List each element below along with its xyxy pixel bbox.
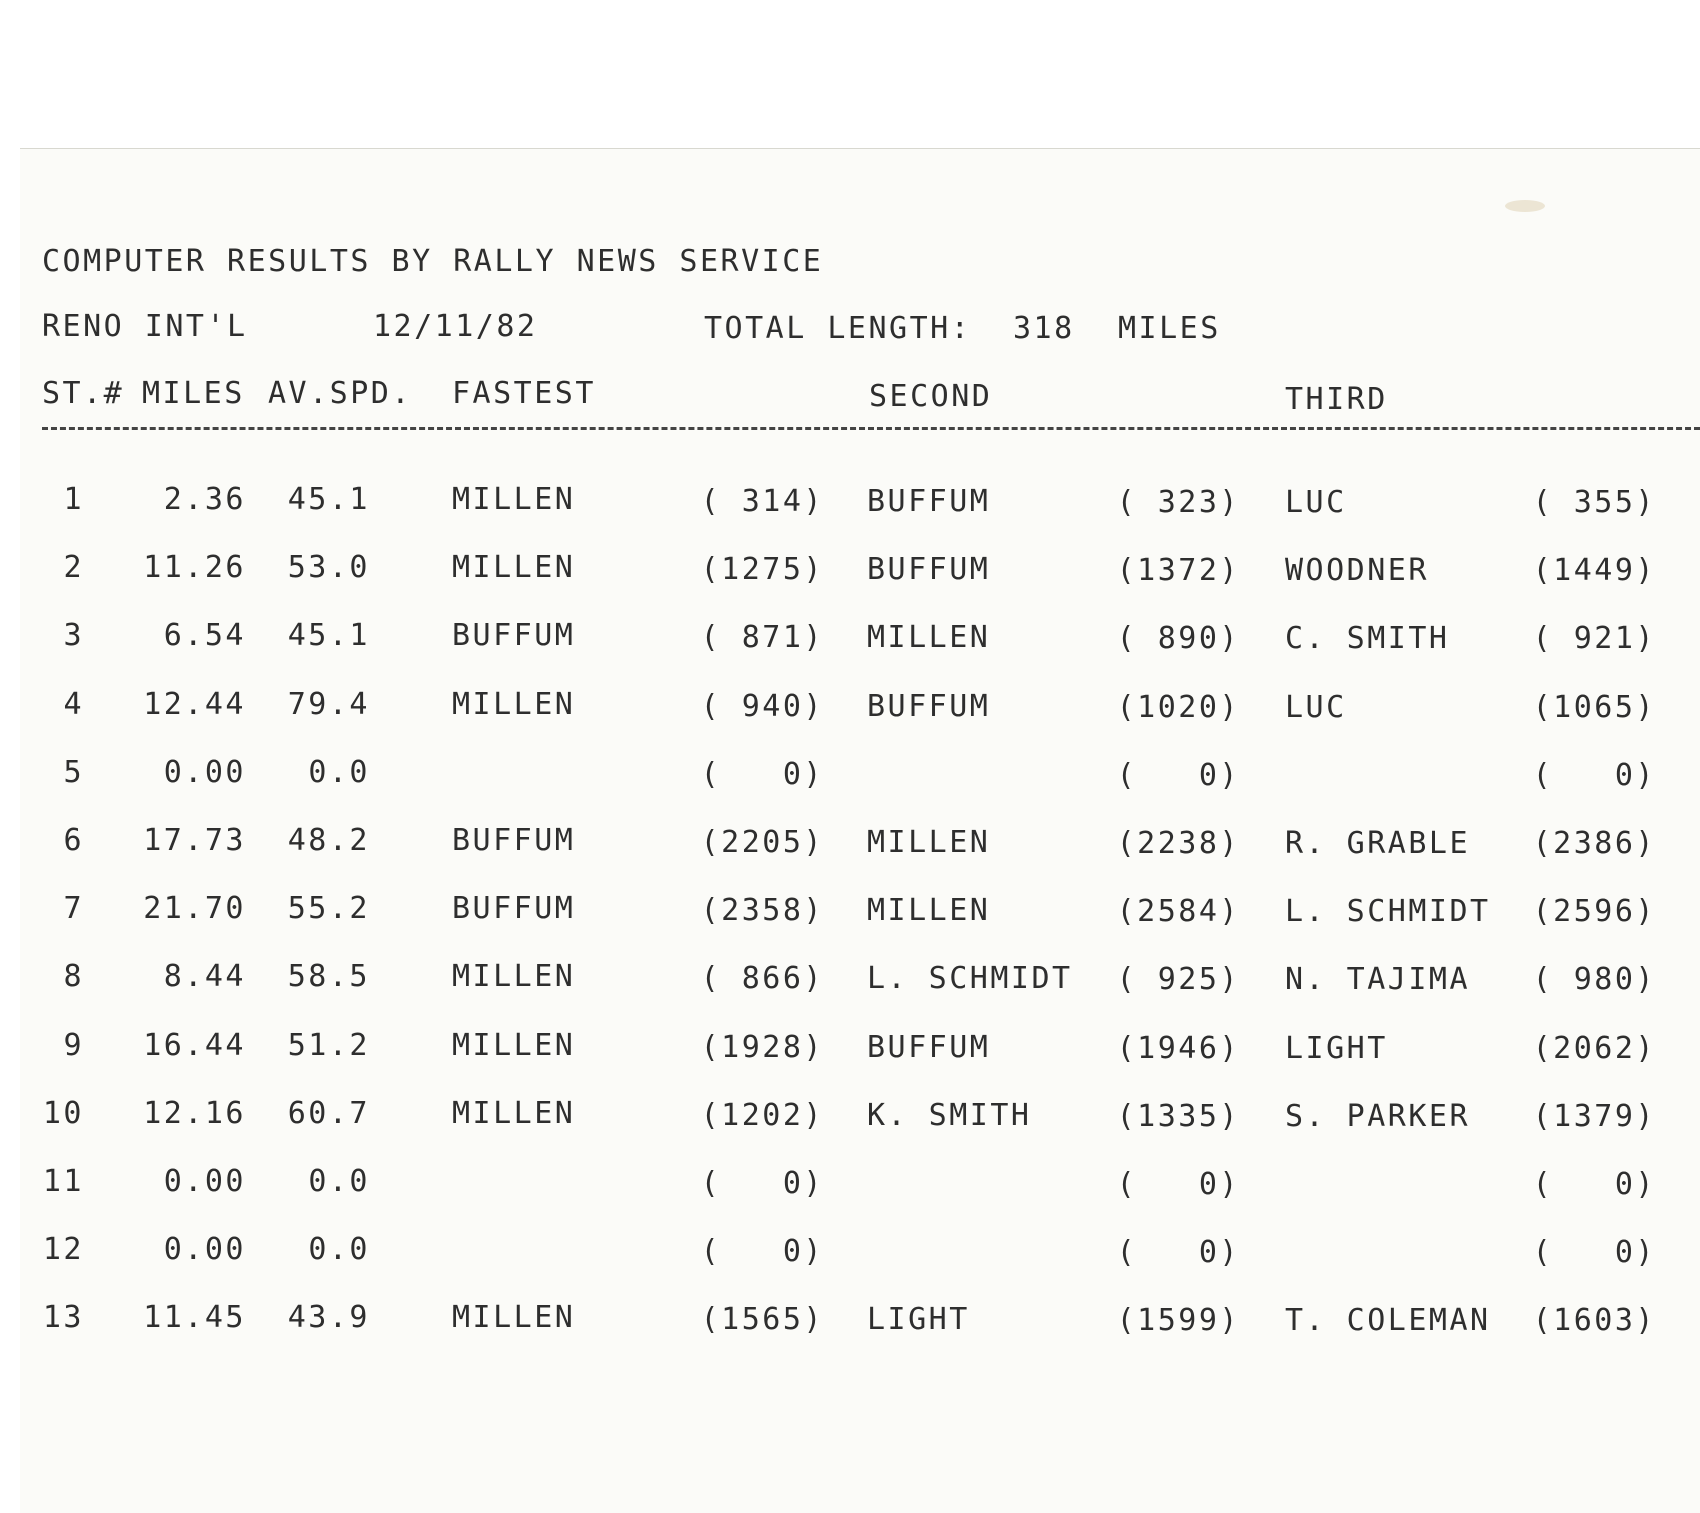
second-name: MILLEN xyxy=(867,825,991,860)
average-speed: 79.4 xyxy=(287,686,370,722)
stage-number: 13 xyxy=(42,1300,84,1336)
stage-miles: 6.54 xyxy=(163,618,246,654)
col-header-avg-speed: AV.SPD. xyxy=(268,376,412,411)
third-time: (1065) xyxy=(1532,689,1656,725)
third-time: ( 0) xyxy=(1532,1235,1656,1271)
stage-miles: 12.16 xyxy=(143,1095,246,1131)
second-time: (1020) xyxy=(1116,689,1240,725)
average-speed: 43.9 xyxy=(287,1300,370,1336)
event-date: 12/11/82 xyxy=(373,309,538,344)
stage-number: 3 xyxy=(63,618,84,654)
fastest-name: MILLEN xyxy=(452,482,576,517)
stage-number: 7 xyxy=(63,891,84,927)
average-speed: 48.2 xyxy=(287,823,370,858)
average-speed: 0.0 xyxy=(308,1164,370,1199)
fastest-name: MILLEN xyxy=(452,1300,576,1336)
fastest-name: MILLEN xyxy=(452,959,576,995)
second-name: L. SCHMIDT xyxy=(867,961,1073,997)
second-name: LIGHT xyxy=(867,1302,970,1338)
second-name: BUFFUM xyxy=(867,484,991,519)
fastest-time: (2358) xyxy=(700,893,824,929)
third-name: L. SCHMIDT xyxy=(1285,894,1491,930)
stage-number: 5 xyxy=(63,754,84,790)
col-header-third: THIRD xyxy=(1285,382,1388,417)
col-header-stage: ST.# xyxy=(42,376,125,411)
col-header-second: SECOND xyxy=(869,379,993,414)
second-time: ( 0) xyxy=(1116,1235,1240,1271)
average-speed: 55.2 xyxy=(287,891,370,927)
second-time: (2238) xyxy=(1116,826,1240,861)
average-speed: 0.0 xyxy=(308,754,370,790)
third-time: ( 0) xyxy=(1532,757,1656,793)
third-name: R. GRABLE xyxy=(1285,826,1471,861)
average-speed: 51.2 xyxy=(287,1027,370,1063)
stage-miles: 8.44 xyxy=(163,959,246,995)
third-name: LUC xyxy=(1285,485,1347,520)
third-name: LUC xyxy=(1285,689,1347,725)
stage-miles: 12.44 xyxy=(143,686,246,722)
fastest-time: ( 0) xyxy=(700,1234,824,1270)
third-time: (2386) xyxy=(1532,826,1656,861)
total-length-label: TOTAL LENGTH: xyxy=(704,311,972,346)
average-speed: 45.1 xyxy=(287,482,370,517)
fastest-time: (2205) xyxy=(700,825,824,860)
stage-number: 11 xyxy=(42,1164,84,1199)
stage-number: 12 xyxy=(42,1232,84,1268)
total-length-value: 318 xyxy=(1013,311,1075,346)
fastest-time: ( 314) xyxy=(700,484,824,519)
fastest-time: ( 871) xyxy=(700,620,824,656)
fastest-time: (1275) xyxy=(700,552,824,588)
stage-miles: 16.44 xyxy=(143,1027,246,1063)
third-time: (1449) xyxy=(1532,553,1656,589)
fastest-name: BUFFUM xyxy=(452,618,576,654)
second-time: (1599) xyxy=(1116,1303,1240,1339)
stage-miles: 11.45 xyxy=(143,1300,246,1336)
third-time: (2062) xyxy=(1532,1030,1656,1066)
second-time: ( 0) xyxy=(1116,1167,1240,1202)
fastest-name: MILLEN xyxy=(452,1095,576,1131)
paper-stain xyxy=(1505,200,1545,212)
stage-number: 2 xyxy=(63,550,84,586)
stage-miles: 17.73 xyxy=(143,823,246,858)
fastest-time: ( 866) xyxy=(700,961,824,997)
stage-miles: 0.00 xyxy=(163,1164,246,1199)
third-name: T. COLEMAN xyxy=(1285,1303,1491,1339)
third-name: C. SMITH xyxy=(1285,621,1450,657)
second-name: BUFFUM xyxy=(867,688,991,724)
second-name: MILLEN xyxy=(867,620,991,656)
fastest-name: MILLEN xyxy=(452,550,576,586)
second-time: ( 890) xyxy=(1116,621,1240,657)
report-title: COMPUTER RESULTS BY RALLY NEWS SERVICE xyxy=(42,244,824,279)
fastest-time: (1202) xyxy=(700,1097,824,1133)
second-time: ( 0) xyxy=(1116,757,1240,793)
fastest-name: MILLEN xyxy=(452,686,576,722)
fastest-name: BUFFUM xyxy=(452,823,576,858)
second-name: MILLEN xyxy=(867,893,991,929)
stage-number: 9 xyxy=(63,1027,84,1063)
fastest-name: MILLEN xyxy=(452,1027,576,1063)
third-name: N. TAJIMA xyxy=(1285,962,1471,998)
second-name: BUFFUM xyxy=(867,552,991,588)
average-speed: 45.1 xyxy=(287,618,370,654)
stage-number: 1 xyxy=(63,482,84,517)
second-time: (1335) xyxy=(1116,1098,1240,1134)
average-speed: 60.7 xyxy=(287,1095,370,1131)
stage-miles: 11.26 xyxy=(143,550,246,586)
second-name: BUFFUM xyxy=(867,1029,991,1065)
third-name: LIGHT xyxy=(1285,1030,1388,1066)
col-header-miles: MILES xyxy=(142,376,245,411)
third-time: ( 980) xyxy=(1532,962,1656,998)
average-speed: 0.0 xyxy=(308,1232,370,1268)
second-time: (1372) xyxy=(1116,553,1240,589)
fastest-time: ( 940) xyxy=(700,688,824,724)
col-header-fastest: FASTEST xyxy=(452,376,596,411)
event-name: RENO INT'L xyxy=(42,309,248,344)
stage-miles: 0.00 xyxy=(163,1232,246,1268)
third-time: (2596) xyxy=(1532,894,1656,930)
second-time: ( 323) xyxy=(1116,485,1240,520)
average-speed: 58.5 xyxy=(287,959,370,995)
header-divider xyxy=(42,427,1700,430)
stage-miles: 21.70 xyxy=(143,891,246,927)
fastest-time: ( 0) xyxy=(700,756,824,792)
fastest-name: BUFFUM xyxy=(452,891,576,927)
second-time: (2584) xyxy=(1116,894,1240,930)
total-length-unit: MILES xyxy=(1118,311,1221,346)
stage-number: 6 xyxy=(63,823,84,858)
second-time: (1946) xyxy=(1116,1030,1240,1066)
third-name: WOODNER xyxy=(1285,553,1429,589)
stage-miles: 0.00 xyxy=(163,754,246,790)
second-name: K. SMITH xyxy=(867,1097,1032,1133)
average-speed: 53.0 xyxy=(287,550,370,586)
third-time: ( 355) xyxy=(1532,485,1656,520)
stage-number: 10 xyxy=(42,1095,84,1131)
stage-miles: 2.36 xyxy=(163,482,246,517)
fastest-time: (1928) xyxy=(700,1029,824,1065)
second-time: ( 925) xyxy=(1116,962,1240,998)
third-name: S. PARKER xyxy=(1285,1098,1471,1134)
fastest-time: (1565) xyxy=(700,1302,824,1338)
third-time: ( 0) xyxy=(1532,1167,1656,1202)
stage-number: 4 xyxy=(63,686,84,722)
fastest-time: ( 0) xyxy=(700,1166,824,1201)
third-time: (1603) xyxy=(1532,1303,1656,1339)
third-time: (1379) xyxy=(1532,1098,1656,1134)
third-time: ( 921) xyxy=(1532,621,1656,657)
stage-number: 8 xyxy=(63,959,84,995)
